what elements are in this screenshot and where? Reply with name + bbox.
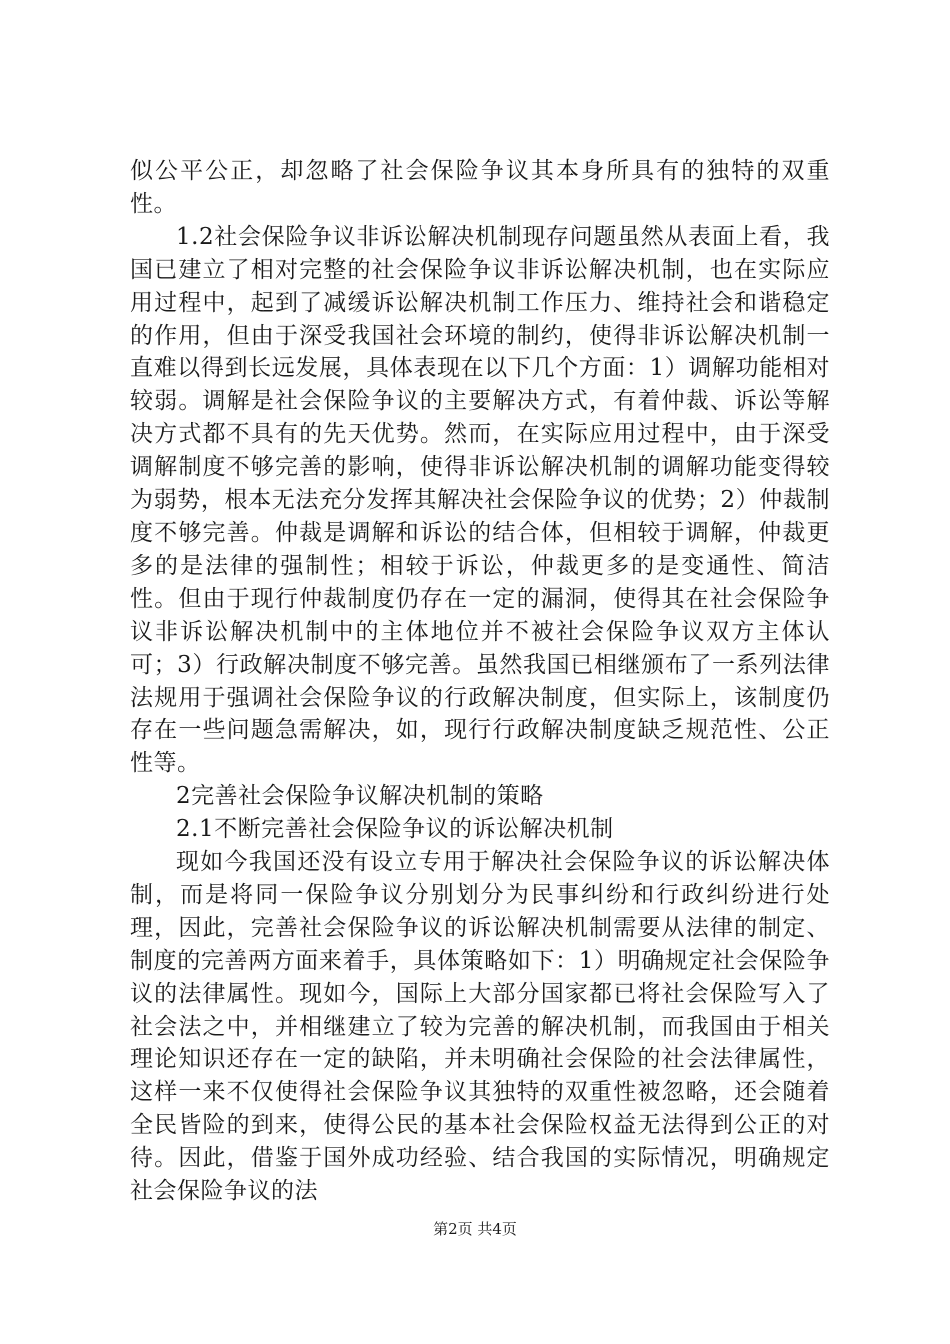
section-heading-2-1: 2.1不断完善社会保险争议的诉讼解决机制: [176, 816, 614, 843]
document-body: [130, 155, 830, 1208]
paragraph-section-2-1: 现如今我国还没有设立专用于解决社会保险争议的诉讼解决体制，而是将同一保险争议分别划分为民事纠纷和行政纠纷进行处理，因此，完善社会保险争议的诉讼解决机制需要从法律的制定、制度的完善两方面来着手，具体策略如下：1）明确规定社会保险争议的法律属性。现如今，国际上大部分国家都已将社会保险写入了社会法之中，并相继建立了较为完善的解决机制，而我国由于相关理论知识还存在一定的缺陷，并未明确社会保险的社会法律属性，这样一来不仅使得社会保险争议其独特的双重性被忽略，还会随着全民皆险的到来，使得公民的基本社会保险权益无法得到公正的对待。因此，借鉴于国外成功经验、结合我国的实际情况，明确规定社会保险争议的法: [130, 849, 830, 1205]
paragraph-section-1-2: 1.2社会保险争议非诉讼解决机制现存问题虽然从表面上看，我国已建立了相对完整的社会保险争议非诉讼解决机制，也在实际应用过程中，起到了减缓诉讼解决机制工作压力、维持社会和谐稳定的作用，但由于深受我国社会环境的制约，使得非诉讼解决机制一直难以得到长远发展，具体表现在以下几个方面：1）调解功能相对较弱。调解是社会保险争议的主要解决方式，有着仲裁、诉讼等解决方式都不具有的先天优势。然而，在实际应用过程中，由于深受调解制度不够完善的影响，使得非诉讼解决机制的调解功能变得较为弱势，根本无法充分发挥其解决社会保险争议的优势；2）仲裁制度不够完善。仲裁是调解和诉讼的结合体，但相较于调解，仲裁更多的是法律的强制性；相较于诉讼，仲裁更多的是变通性、简洁性。但由于现行仲裁制度仍存在一定的漏洞，使得其在社会保险争议非诉讼解决机制中的主体地位并不被社会保险争议双方主体认可；3）行政解决制度不够完善。虽然我国已相继颁布了一系列法律法规用于强调社会保险争议的行政解决制度，但实际上，该制度仍存在一些问题急需解决，如，现行行政解决制度缺乏规范性、公正性等。: [130, 223, 830, 777]
section-heading-2: 2完善社会保险争议解决机制的策略: [176, 783, 544, 810]
paragraph-continuation: 似公平公正，却忽略了社会保险争议其本身所具有的独特的双重性。: [130, 158, 830, 217]
page-indicator: 第2页 共4页: [433, 1220, 517, 1238]
